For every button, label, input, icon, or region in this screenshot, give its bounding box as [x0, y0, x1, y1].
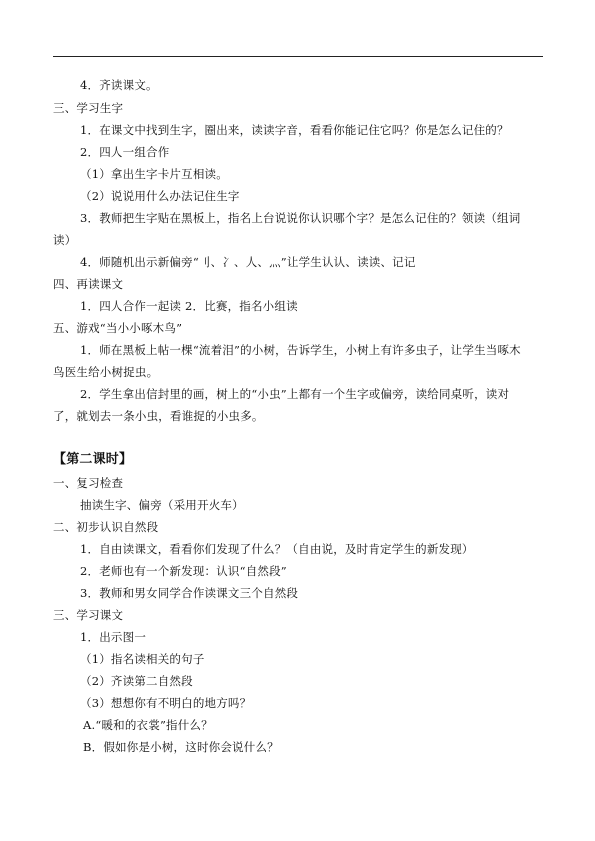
paragraph-heading: 二、初步认识自然段: [53, 520, 159, 534]
section-5-heading: 五、游戏“当小小啄木鸟”: [53, 321, 183, 335]
step-2-continued: 了，就划去一条小虫，看谁捉的小虫多。: [53, 409, 264, 423]
paragraph-step-2: 2．老师也有一个新发现：认识“自然段”: [80, 564, 287, 578]
section-4-heading: 四、再读课文: [53, 277, 124, 291]
step-3-continued: 读）: [53, 233, 77, 247]
step-3-blackboard: 3．教师把生字贴在黑板上，指名上台说说你认识哪个字？是怎么记住的？领读（组词: [80, 211, 521, 225]
substep-2-methods: （2）说说用什么办法记住生字: [80, 189, 240, 203]
step-2-envelope: 2．学生拿出信封里的画，树上的“小虫”上都有一个生字或偏旁，读给同桌听，读对: [80, 387, 510, 401]
step-4-radicals: 4．师随机出示新偏旁“刂、冫、人、灬”让学生认认、读读、记记: [80, 255, 416, 269]
header-rule: [53, 56, 543, 57]
step-2-group-work: 2．四人一组合作: [80, 145, 170, 159]
study-substep-2: （2）齐读第二自然段: [80, 674, 193, 688]
review-heading: 一、复习检查: [53, 476, 124, 490]
study-substep-1: （1）指名读相关的句子: [80, 652, 205, 666]
lesson-2-heading: 【第二课时】: [53, 452, 133, 467]
paragraph-step-3: 3．教师和男女同学合作读课文三个自然段: [80, 586, 299, 600]
question-b: B．假如你是小树，这时你会说什么？: [83, 740, 279, 754]
step-1-group-reading: 1．四人合作一起读 2．比赛，指名小组读: [80, 299, 298, 313]
step-1-continued: 鸟医生给小树捉虫。: [53, 365, 159, 379]
study-substep-3: （3）想想你有不明白的地方吗？: [80, 696, 252, 710]
step-1-find-new-chars: 1．在课文中找到生字，圈出来，读读字音，看看你能记住它吗？你是怎么记住的？: [80, 123, 509, 137]
study-text-heading: 三、学习课文: [53, 608, 124, 622]
substep-1-cards: （1）拿出生字卡片互相读。: [80, 167, 228, 181]
section-3-heading: 三、学习生字: [53, 101, 124, 115]
question-a: A.“暖和的衣裳”指什么？: [83, 718, 213, 732]
paragraph-step-1: 1．自由读课文，看看你们发现了什么？（自由说，及时肯定学生的新发现）: [80, 542, 474, 556]
step-1-tree-game: 1．师在黑板上帖一棵“流着泪”的小树，告诉学生，小树上有许多虫子，让学生当啄木: [80, 343, 521, 357]
review-item: 抽读生字、偏旁（采用开火车）: [80, 498, 244, 512]
study-step-1: 1．出示图一: [80, 630, 147, 644]
step-4-read-aloud: 4．齐读课文。: [80, 78, 158, 92]
